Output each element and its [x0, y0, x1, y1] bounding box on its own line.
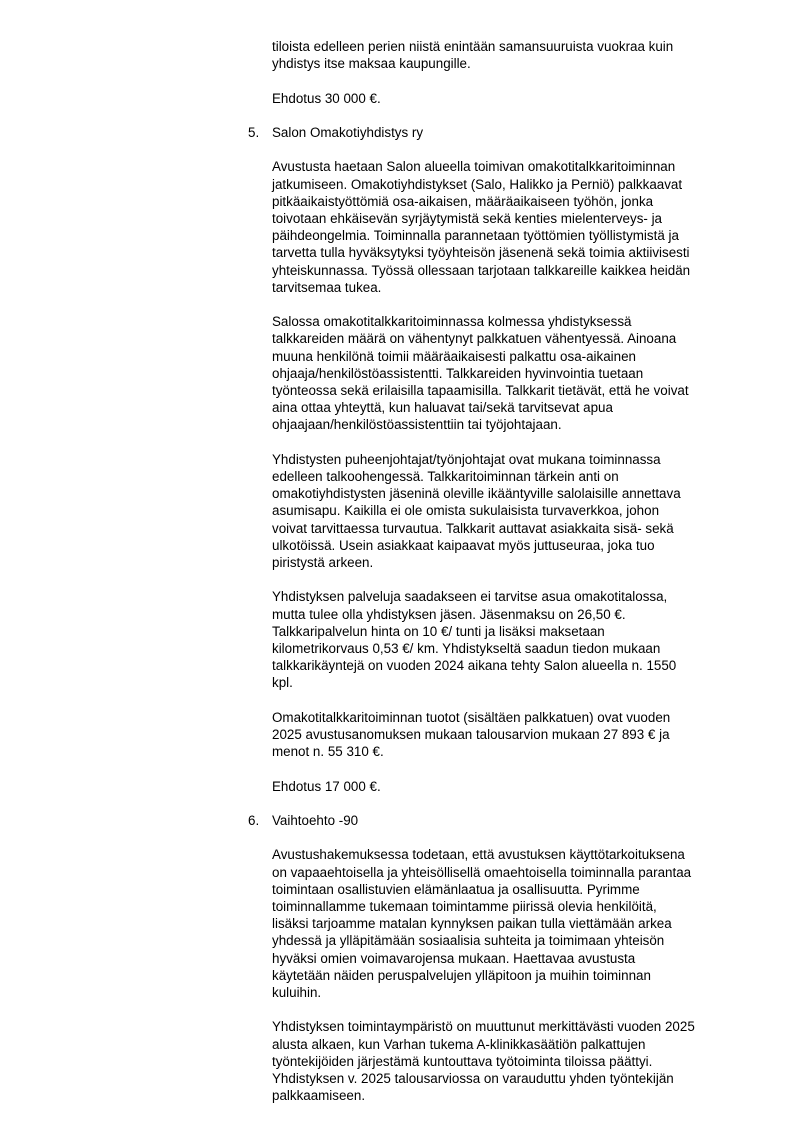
item-heading-6: [248, 812, 752, 829]
paragraph-premises-rent: tiloista edelleen perien niistä enintään samansuuruista vuokraa kuin yhdistys itse maksaa kaupungille.: [272, 39, 674, 72]
item-number: 5.: [248, 124, 260, 140]
paragraph-membership-prices: Yhdistyksen palveluja saadakseen ei tarvitse asua omakotitalossa, mutta tulee olla yhdistyksen jäsen. Jäsenmaksu on 26,50 €. Talkkaripalvelun hinta on 10 €/ tunti ja lisäksi maksetaan kilometrikorvaus 0,53 €/ km. Yhdistykseltä saadun tiedon mukaan talkkarikäyntejä on vuoden 2024 aikana tehty Salon alueella n. 1550 kpl.: [272, 589, 677, 691]
item-heading-5: [248, 124, 752, 141]
paragraph-grant-purpose: Avustusta haetaan Salon alueella toimivan omakotitalkkaritoiminnan jatkumiseen. Omakotiyhdistykset (Salo, Halikko ja Perniö) palkkaavat pitkäaikaistyöttömiä osa-aikaisen, määräaikaiseen työhön, jonka toivotaan ehkäisevän syrjäytymistä sekä kenties mielenterveys- ja päihdeongelmia. Toiminnalla parannetaan työttömien työllistymistä ja tarvetta tulla hyväksytyksi työyhteisön jäsenenä sekä toimia aktiivisesti yhteiskunnassa. Työssä ollessaan tarjotaan talkkareille kaikkea heidän tarvitsemaa tukea.: [272, 159, 691, 295]
item-title: Salon Omakotiyhdistys ry: [272, 124, 424, 140]
paragraph-volunteers: Yhdistysten puheenjohtajat/työnjohtajat ovat mukana toiminnassa edelleen talkoohengessä. Talkkaritoiminnan tärkein anti on omakotiyhdistysten jäseninä oleville ikääntyville salolaisille annettava asumisapu. Kaikilla ei ole omista sukulaisista turvaverkkoa, johon voivat tarvittaessa turvautua. Talkkarit auttavat asiakkaita sisä- sekä ulkotöissä. Usein asiakkaat kaipaavat myös juttuseuraa, joka tuo piristystä arkeen.: [272, 451, 681, 571]
paragraph-operating-environment: Yhdistyksen toimintaympäristö on muuttunut merkittävästi vuoden 2025 alusta alkaen, kun Varhan tukema A-klinikkasäätiön palkattujen työntekijöiden järjestämä kuntouttava työtoiminta tiloissa päättyi. Yhdistyksen v. 2025 talousarviossa on varauduttu yhden työntekijän palkkaamiseen.: [272, 1019, 695, 1104]
paragraph-staffing: Salossa omakotitalkkaritoiminnassa kolmessa yhdistyksessä talkkareiden määrä on vähentynyt palkkatuen vähentyessä. Ainoana muuna henkilönä toimii määräaikaisesti palkattu osa-aikainen ohjaaja/henkilöstöassistentti. Talkkareiden hyvinvointia tuetaan työnteossa sekä erilaisilla tapaamisilla. Talkkarit tietävät, että he voivat aina ottaa yhteyttä, kun haluavat tai/sekä tarvitsevat apua ohjaajaan/henkilöstöassistenttiin tai työjohtajaan.: [272, 314, 689, 433]
paragraph-application-purpose: Avustushakemuksessa todetaan, että avustuksen käyttötarkoituksena on vapaaehtoisella ja yhteisöllisellä omaehtoisella toiminnalla parantaa toimintaan osallistuvien elämänlaatua ja osallisuutta. Pyrimme toiminnallamme tukemaan toimintamme piirissä olevia henkilöitä, lisäksi tarjoamme matalan kynnyksen paikan tulla viettämään arkea yhdessä ja ylläpitämään sosiaalisia suhteita ja toimimaan yhteisön hyväksi omien voimavarojensa mukaan. Haettavaa avustusta käytetään näiden peruspalvelujen ylläpitoon ja muihin toiminnan kuluihin.: [272, 847, 692, 1001]
proposal-30000: Ehdotus 30 000 €.: [272, 90, 381, 106]
item-number: 6.: [248, 813, 260, 828]
item-title: Vaihtoehto -90: [272, 813, 359, 828]
paragraph-budget: Omakotitalkkaritoiminnan tuotot (sisältäen palkkatuen) ovat vuoden 2025 avustusanomuksen mukaan talousarvion mukaan 27 893 € ja menot n. 55 310 €.: [272, 709, 671, 760]
document-content: [248, 38, 752, 1122]
proposal-17000: Ehdotus 17 000 €.: [272, 778, 381, 794]
